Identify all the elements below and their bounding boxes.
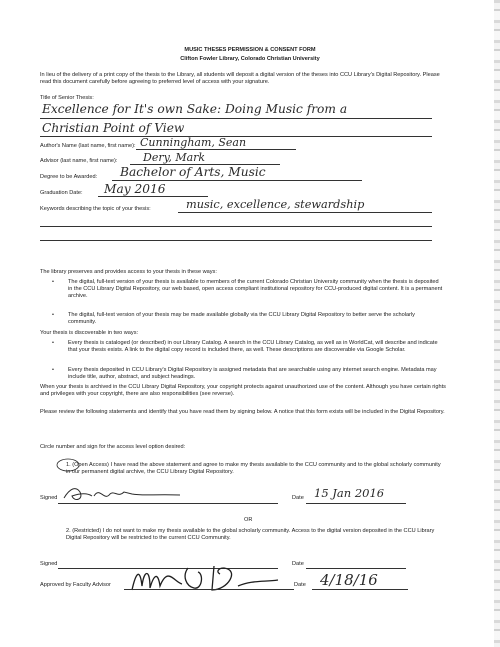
keywords-line1: [178, 212, 432, 213]
signed-1-label: Signed: [40, 495, 58, 501]
thesis-title-label: Title of Senior Thesis:: [40, 95, 94, 101]
option-1-text: 1. (Open Access) I have read the above statement and agree to make my thesis available to the CCU community and to the global scholarly community in our permanent digital archive, the CCU Library Digital Repository.: [66, 462, 441, 475]
bullet-dot: •: [52, 312, 54, 318]
form-subtitle: Clifton Fowler Library, Colorado Christian University: [180, 56, 320, 62]
keywords-value: music, excellence, stewardship: [186, 198, 365, 211]
date-2-line: [306, 568, 406, 569]
signed-2-label: Signed: [40, 561, 58, 567]
graduation-line: [98, 196, 208, 197]
keywords-line2: [40, 226, 432, 227]
advisor-value: Dery, Mark: [143, 151, 206, 164]
graduation-value: May 2016: [104, 182, 166, 196]
degree-line: [112, 180, 362, 181]
approved-line: [124, 589, 294, 590]
keywords-label: Keywords describing the topic of your thesis:: [40, 206, 151, 212]
keywords-line3: [40, 240, 432, 241]
degree-value: Bachelor of Arts, Music: [120, 165, 266, 179]
author-value: Cunningham, Sean: [140, 136, 247, 149]
degree-label: Degree to be Awarded:: [40, 174, 98, 180]
discover-bullet-2: Every thesis deposited in CCU Library's Digital Repository is assigned metadata that are searchable using any internet search engine. Metadata may include title, author, abstract, and subject headings.: [68, 367, 437, 380]
approved-date-value: 4/18/16: [320, 571, 378, 589]
author-line: [136, 149, 296, 150]
graduation-label: Graduation Date:: [40, 190, 83, 196]
scan-edge-artifact: [494, 0, 500, 647]
form-title: MUSIC THESES PERMISSION & CONSENT FORM: [184, 47, 316, 53]
discover-intro: Your thesis is discoverable in two ways:: [40, 330, 139, 336]
advisor-label: Advisor (last name, first name):: [40, 158, 118, 164]
thesis-title-value-line2: Christian Point of View: [42, 121, 185, 135]
bullet-dot: •: [52, 279, 54, 285]
date-1-label: Date: [292, 495, 304, 501]
bullet-dot: •: [52, 340, 54, 346]
signed-1-line: [58, 503, 278, 504]
bullet-dot: •: [52, 367, 54, 373]
copyright-paragraph: When your thesis is archived in the CCU Library Digital Repository, your copyright protects against unauthorized use of the content. Although you have certain rights and privileges with your copyright, there are also responsibilities (see reverse).: [40, 384, 446, 397]
option-2-text: 2. (Restricted) I do not want to make my thesis available to the global scholarly community. Access to the digital version deposited in the CCU Library Digital Repository will be restricted to the current CCU Community.: [66, 528, 435, 541]
intro-paragraph: In lieu of the delivery of a print copy of the thesis to the Library, all students will deposit a digital version of the theses into CCU Library's Digital Repository. Please read this document carefully before agreeing to preferred level of access with your signature.: [40, 72, 440, 85]
or-separator: OR: [244, 517, 253, 523]
date-1-line: [306, 503, 406, 504]
thesis-title-value-line1: Excellence for It's own Sake: Doing Music from a: [42, 102, 348, 116]
library-bullet-1: The digital, full-text version of your thesis is available to members of the current Colorado Christian University community when the thesis is deposited in the CCU Library Digital Repository, our web based, open access compliant institutional repository for CCU-produced digital content. It is a permanent archive.: [68, 279, 443, 299]
date-3-line: [312, 589, 408, 590]
date-2-label: Date: [292, 561, 304, 567]
discover-bullet-1: Every thesis is cataloged (or described) in our Library Catalog. A search in the CCU Library Catalog, as well as in WorldCat, will describe and indicate that your thesis exists. A link to the digital copy record is included there, as well. These descriptions are discoverable via Google Scholar.: [68, 340, 438, 353]
approved-by-label: Approved by Faculty Advisor: [40, 582, 111, 588]
library-bullet-2: The digital, full-text version of your thesis may be made available globally via the CCU Library Digital Repository to better serve the scholarly community.: [68, 312, 415, 325]
date-3-label: Date: [294, 582, 306, 588]
circle-instruction: Circle number and sign for the access level option desired:: [40, 444, 186, 450]
date-1-value: 15 Jan 2016: [314, 486, 385, 500]
library-intro: The library preserves and provides access to your thesis in these ways:: [40, 269, 217, 275]
author-label: Author's Name (last name, first name):: [40, 143, 136, 149]
thesis-title-line1: [40, 118, 432, 119]
review-paragraph: Please review the following statements and identify that you have read them by signing below. A notice that this form exists will be included in the Digital Repository.: [40, 409, 445, 415]
